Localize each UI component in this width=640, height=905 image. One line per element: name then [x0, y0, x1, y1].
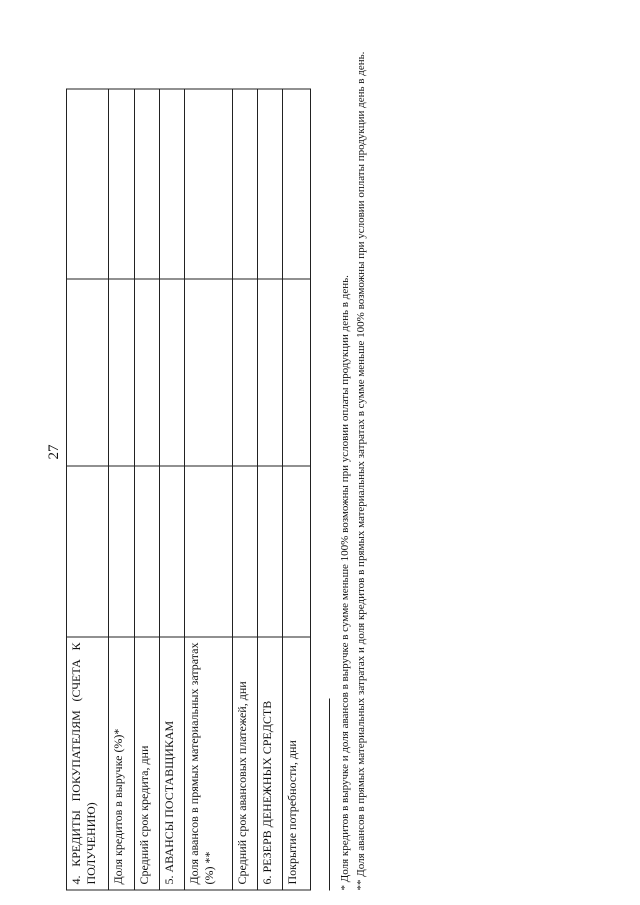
row-label: 4. КРЕДИТЫ ПОКУПАТЕЛЯМ (СЧЕТА К ПОЛУЧЕНИЮ)	[67, 637, 109, 890]
row-label: Доля авансов в прямых материальных затратах (%) **	[185, 637, 233, 890]
table-row	[135, 89, 160, 890]
table-row	[258, 89, 283, 890]
table-cell	[233, 279, 258, 466]
table-cell	[135, 466, 160, 637]
footnote-1: * Доля кредитов в выручке и доля авансов в выручке в сумме меньше 100% возможны при условии оплаты продукции день в день.	[339, 275, 351, 891]
table-row	[283, 89, 311, 890]
table-cell	[67, 279, 109, 466]
table-cell	[233, 89, 258, 279]
table-row	[233, 89, 258, 890]
table-cell	[258, 466, 283, 637]
table-cell	[185, 279, 233, 466]
table-cell	[109, 466, 135, 637]
table-cell	[283, 279, 311, 466]
table-cell	[135, 279, 160, 466]
table-cell	[160, 89, 185, 279]
footnotes	[338, 31, 370, 891]
row-label: 5. АВАНСЫ ПОСТАВЩИКАМ	[160, 637, 185, 890]
table-cell	[258, 89, 283, 279]
table-cell	[283, 466, 311, 637]
table-cell	[160, 279, 185, 466]
table-cell	[109, 279, 135, 466]
table-cell	[135, 89, 160, 279]
footnote-rule	[329, 699, 330, 891]
table-cell	[109, 89, 135, 279]
row-label: Доля кредитов в выручке (%)*	[109, 637, 135, 890]
table-row	[67, 89, 109, 890]
row-label: Средний срок кредита, дни	[135, 637, 160, 890]
table-cell	[283, 89, 311, 279]
table-cell	[258, 279, 283, 466]
footnote-2: ** Доля авансов в прямых материальных затратах и доля кредитов в прямых материальных затратах в сумме меньше 100% возможны при условии оплаты продукции день в день.	[354, 51, 367, 891]
page-number: 27	[46, 444, 62, 460]
table-row	[109, 89, 135, 890]
table-row	[185, 89, 233, 890]
data-table	[66, 89, 311, 891]
row-label: Покрытие потребности, дни	[283, 637, 311, 890]
table-cell	[185, 89, 233, 279]
table-cell	[233, 466, 258, 637]
table-row	[160, 89, 185, 890]
table-cell	[67, 466, 109, 637]
row-label: 6. РЕЗЕРВ ДЕНЕЖНЫХ СРЕДСТВ	[258, 637, 283, 890]
table-cell	[67, 89, 109, 279]
table-cell	[160, 466, 185, 637]
row-label: Средний срок авансовых платежей, дни	[233, 637, 258, 890]
table-cell	[185, 466, 233, 637]
